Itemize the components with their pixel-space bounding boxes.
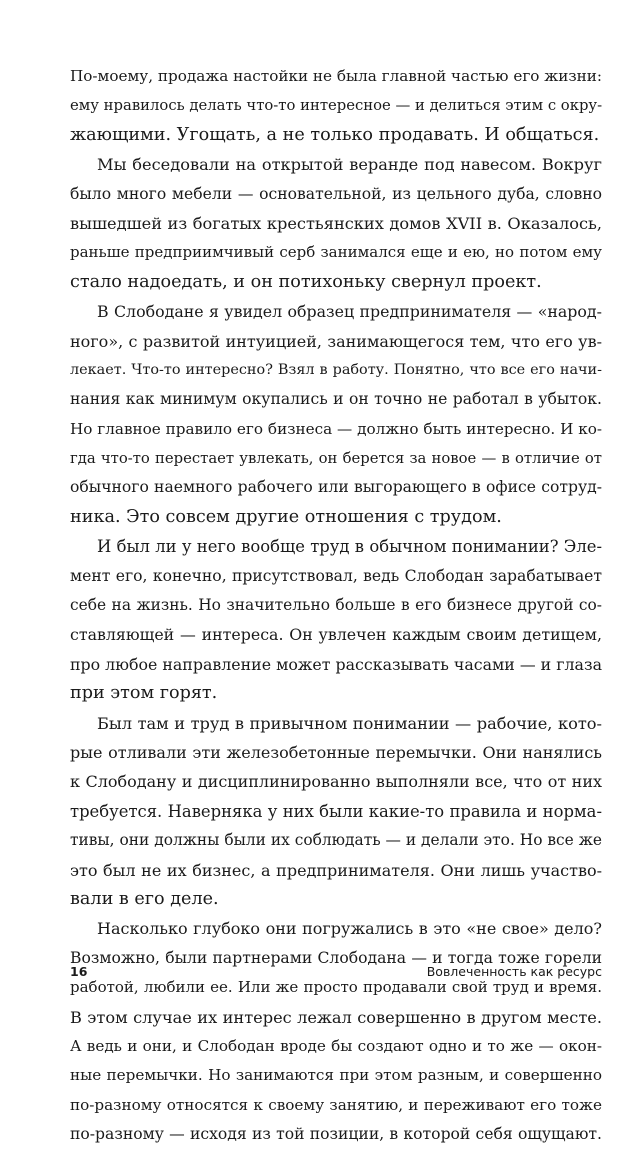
text-line: это был не их бизнес, а предпринимателя. Они лишь участво- — [70, 860, 602, 880]
text-line: требуется. Наверняка у них были какие-то правила и норма- — [70, 801, 602, 821]
text-line: В этом случае их интерес лежал совершенно в другом месте. — [70, 1007, 602, 1027]
text-line: рые отливали эти железобетонные перемычки. Они нанялись — [70, 742, 602, 762]
text-line: По-моему, продажа настойки не была главной частью его жизни: — [70, 67, 603, 85]
page-number: 16 — [70, 964, 88, 979]
text-line: про любое направление может рассказывать часами — и глаза — [70, 654, 602, 674]
text-line: Но главное правило его бизнеса — должно быть интересно. И ко- — [70, 419, 602, 438]
text-line: вали в его деле. — [70, 888, 219, 909]
text-line: В Слободане я увидел образец предпринимателя — «народ- — [97, 302, 602, 322]
text-line: ему нравилось делать что-то интересное — и делиться этим с окру- — [70, 97, 603, 115]
text-line: ные перемычки. Но занимаются при этом разным, и совершенно — [70, 1066, 602, 1085]
text-line: жающими. Угощать, а не только продавать. И общаться. — [70, 124, 600, 145]
running-title: Вовлеченность как ресурс — [426, 964, 602, 979]
text-line: по-разному относятся к своему занятию, и переживают его тоже — [70, 1095, 602, 1114]
text-line: ника. Это совсем другие отношения с трудом. — [70, 506, 502, 527]
text-line: гда что-то перестает увлекать, он берется за новое — в отличие от — [70, 450, 602, 468]
text-line: Мы беседовали на открытой веранде под навесом. Вокруг — [97, 155, 602, 175]
text-line: к Слободану и дисциплинированно выполняли все, что от них — [70, 772, 602, 792]
text-line: Насколько глубоко они погружались в это «не свое» дело? — [97, 919, 602, 939]
page-footer — [70, 962, 602, 982]
text-line: И был ли у него вообще труд в обычном понимании? Эле- — [97, 537, 602, 557]
text-line: раньше предприимчивый серб занимался еще и ею, но потом ему — [70, 243, 602, 262]
text-line: ного», с развитой интуицией, занимающегося тем, что его ув- — [70, 331, 602, 351]
text-line: работой, любили ее. Или же просто продавали свой труд и время. — [70, 978, 602, 997]
text-line: лекает. Что-то интересно? Взял в работу. Понятно, что все его начи- — [70, 361, 602, 378]
page-body — [70, 62, 602, 1149]
text-line: мент его, конечно, присутствовал, ведь Слободан зарабатывает — [70, 566, 602, 585]
text-line: стало надоедать, и он потихоньку свернул проект. — [70, 271, 542, 292]
text-line: себе на жизнь. Но значительно больше в его бизнесе другой со- — [70, 596, 602, 615]
text-line: нания как минимум окупались и он точно не работал в убыток. — [70, 390, 602, 409]
text-line: тивы, они должны были их соблюдать — и делали это. Но все же — [70, 831, 602, 850]
text-line: ставляющей — интереса. Он увлечен каждым своим детищем, — [70, 625, 602, 645]
text-line: вышедшей из богатых крестьянских домов XVII в. Оказалось, — [70, 213, 602, 233]
text-line: при этом горят. — [70, 683, 218, 704]
text-line: обычного наемного рабочего или выгорающего в офисе сотруд- — [70, 478, 602, 497]
text-line: Возможно, были партнерами Слободана — и тогда тоже горели — [70, 948, 602, 967]
text-line: А ведь и они, и Слободан вроде бы создают одно и то же — окон- — [70, 1036, 602, 1055]
text-line: Был там и труд в привычном понимании — рабочие, кото- — [97, 713, 602, 733]
text-line: было много мебели — основательной, из цельного дуба, словно — [70, 184, 602, 203]
text-line: по-разному — исходя из той позиции, в которой себя ощущают. — [70, 1125, 602, 1144]
